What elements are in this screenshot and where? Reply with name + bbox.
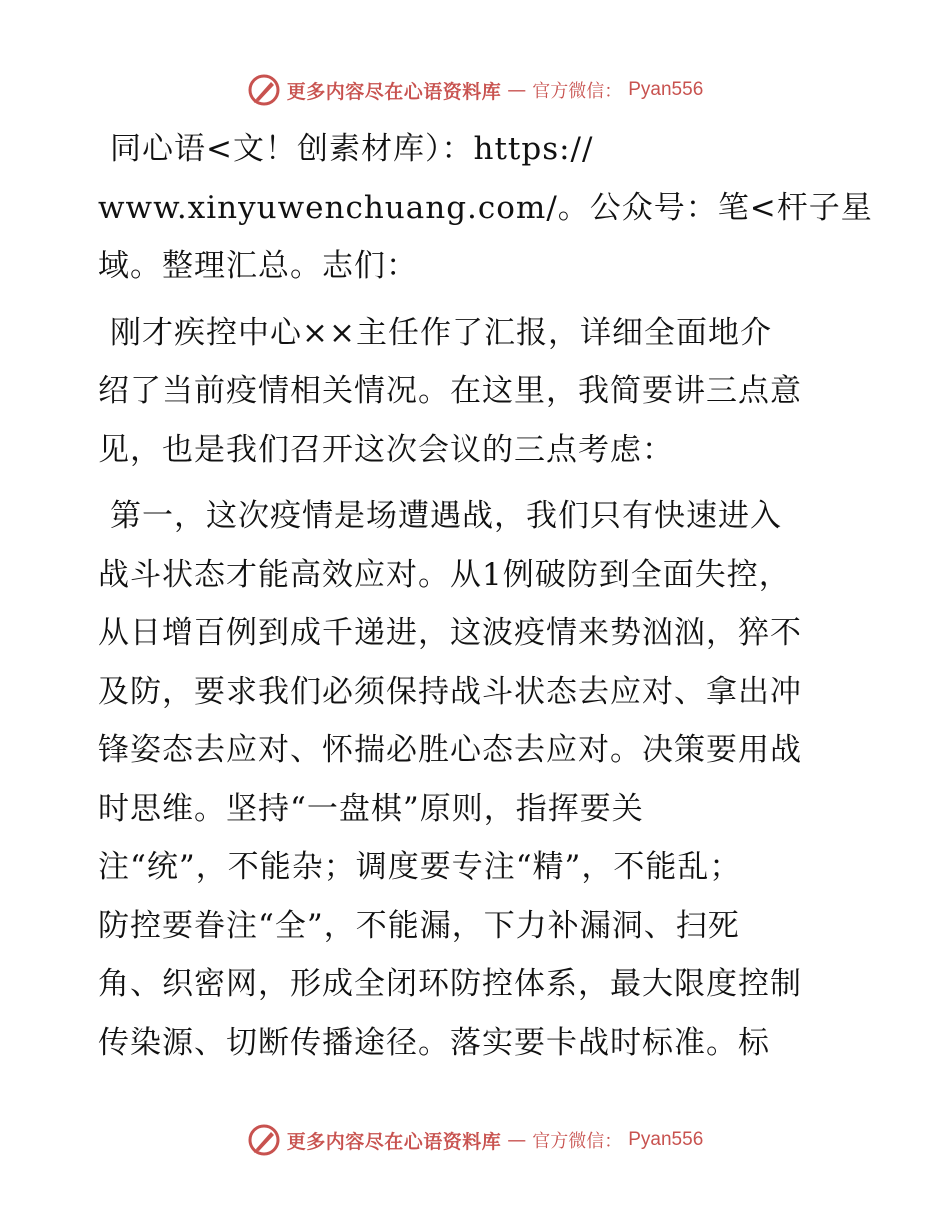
header-banner bbox=[0, 70, 950, 110]
banner-wechat-id: Pyan556 bbox=[628, 1129, 704, 1150]
footer-banner bbox=[0, 1120, 950, 1160]
text-line: 见，也是我们召开这次会议的三点考虑： bbox=[98, 431, 674, 468]
banner-text: 更多内容尽在心语资料库 bbox=[286, 80, 502, 103]
paragraph-first-point bbox=[98, 487, 858, 1072]
document-body bbox=[98, 120, 873, 1080]
banner-wechat-label: 官方微信： bbox=[532, 1131, 623, 1152]
text-line: 锋姿态去应对、怀揣必胜心态去应对。决策要用战 bbox=[98, 732, 802, 768]
text-line: 战斗状态才能高效应对。从1例破防到全面失控， bbox=[98, 556, 791, 593]
banner-text: 更多内容尽在心语资料库 bbox=[286, 1130, 502, 1153]
text-line: 时思维。坚持“一盘棋”原则，指挥要关 bbox=[98, 790, 644, 827]
text-line: 域。整理汇总。志们： bbox=[98, 248, 418, 284]
paragraph-intro bbox=[98, 120, 873, 296]
text-line: 注“统”，不能杂；调度要专注“精”，不能乱； bbox=[98, 849, 742, 885]
text-line: 传染源、切断传播途径。落实要卡战时标准。标 bbox=[98, 1024, 770, 1061]
banner-separator: — bbox=[507, 1129, 527, 1151]
text-line: 同心语<文！创素材库）：https:// bbox=[110, 131, 594, 167]
text-line: www.xinyuwenchuang.com/。公众号：笔<杆子星 bbox=[98, 189, 873, 226]
text-line: 角、织密网，形成全闭环防控体系，最大限度控制 bbox=[98, 966, 802, 1002]
banner-wechat-label: 官方微信： bbox=[532, 81, 623, 102]
paragraph-report bbox=[98, 304, 858, 480]
text-line: 及防，要求我们必须保持战斗状态去应对、拿出冲 bbox=[98, 673, 802, 710]
text-line: 绍了当前疫情相关情况。在这里，我简要讲三点意 bbox=[98, 373, 802, 409]
banner-separator: — bbox=[507, 79, 527, 101]
text-line: 刚才疾控中心××主任作了汇报，详细全面地介 bbox=[110, 314, 772, 351]
text-line: 防控要眷注“全”，不能漏，下力补漏洞、扫死 bbox=[98, 907, 740, 944]
text-line: 第一，这次疫情是场遭遇战，我们只有快速进入 bbox=[110, 498, 782, 534]
pen-logo-icon bbox=[247, 1123, 281, 1157]
pen-logo-icon bbox=[247, 73, 281, 107]
text-line: 从日增百例到成千递进，这波疫情来势汹汹，猝不 bbox=[98, 615, 802, 651]
banner-wechat-id: Pyan556 bbox=[628, 79, 704, 100]
